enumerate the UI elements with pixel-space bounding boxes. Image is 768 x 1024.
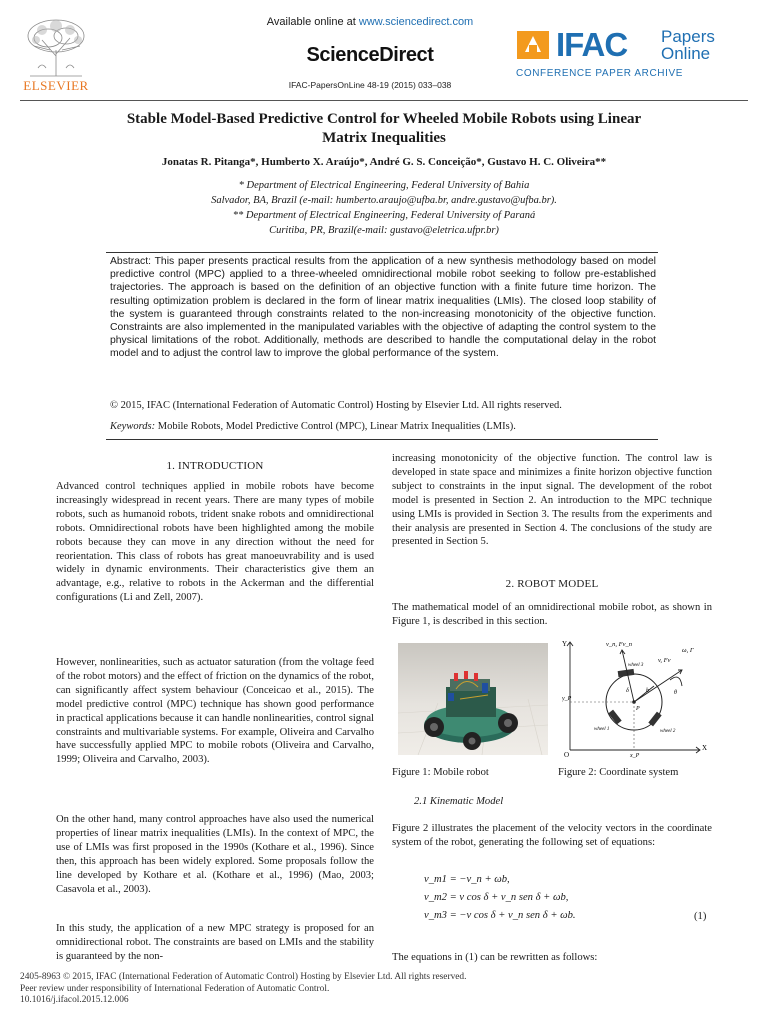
- ifac-logo[interactable]: [516, 26, 748, 82]
- equation-3: v_m3 = −v cos δ + v_n sen δ + ωb.: [424, 910, 576, 921]
- right-paragraph-4: The equations in (1) can be rewritten as follows:: [392, 952, 598, 963]
- footer-peer-review: Peer review under responsibility of International Federation of Automatic Control.: [20, 983, 330, 994]
- section-robot-model-title: 2. ROBOT MODEL: [505, 578, 599, 590]
- fig2-v-label: v, Fv: [658, 657, 671, 664]
- right-paragraph-2: The mathematical model of an omnidirectional mobile robot, as shown in Figure 1, is described in this section.: [392, 602, 712, 627]
- right-paragraph-3: Figure 2 illustrates the placement of the velocity vectors in the coordinate system of the robot, generating the following set of equations:: [392, 823, 712, 848]
- footer-copyright: 2405-8963 © 2015, IFAC (International Federation of Automatic Control) Hosting by Elsevier Ltd. All rights reserved.: [20, 972, 467, 982]
- keywords-label: Keywords:: [110, 421, 156, 432]
- figure-2-caption: Figure 2: Coordinate system: [558, 767, 679, 778]
- fig2-wheel1-label: wheel 1: [594, 727, 610, 732]
- abstract-text: Abstract: This paper presents practical results from the application of a new synthesis methodology based on model predictive control (MPC) applied to a three-wheeled omnidirectional mobile robot seeking to follow pre-established trajectories. The approach is based on the definition of an objective function with a finite future time horizon. The resulting optimization problem is declared in the form of linear matrix inequalities (LMIs). The closed loop stability of the system is guaranteed through constraints related to the non-increasing monotonicity of the objective function. Constraints are also implemented in the manipulated variables with the objective of adapting the control system to the physical limitations of the robot. Additionally, methods are described to handle the computational delay in the robot model and to adjust the control law to improve the global performance of the system.: [110, 256, 656, 360]
- sciencedirect-link[interactable]: www.sciencedirect.com: [358, 16, 474, 28]
- fig2-x-axis-label: X: [702, 744, 708, 752]
- fig2-omega-label: ω, Γ: [682, 647, 694, 654]
- fig2-wheel2-label: wheel 2: [660, 729, 676, 734]
- ifac-archive: CONFERENCE PAPER ARCHIVE: [516, 68, 684, 79]
- robot-photo-illustration: [398, 643, 548, 755]
- author-list: Jonatas R. Pitanga*, Humberto X. Araújo*, André G. S. Conceição*, Gustavo H. C. Oliveira**: [161, 156, 607, 168]
- figure-2-coordinate-diagram: [562, 636, 710, 758]
- affiliations: * Department of Electrical Engineering, Federal University of Bahia Salvador, BA, Brazil (e-mail: humberto.araujo@ufba.br, andre.gustavo@ufba.br). ** Department of Electrical Engineering, Federal University of Paraná Curitiba, PR, Brazil(e-mail: gustavo@eletrica.ufpr.br): [211, 180, 557, 236]
- equation-1: v_m1 = −v_n + ωb,: [424, 874, 510, 885]
- abstract-bottom-rule: [106, 439, 658, 440]
- header-divider: [20, 100, 748, 101]
- fig2-wheel3-label: wheel 3: [628, 663, 644, 668]
- figure-1-robot-photo: [398, 643, 548, 755]
- fig2-y-axis-label: Y: [562, 640, 568, 648]
- sciencedirect-logo[interactable]: ScienceDirect: [306, 44, 434, 66]
- figure-1-caption: Figure 1: Mobile robot: [392, 767, 489, 778]
- fig2-origin-label: O: [564, 751, 570, 758]
- ifac-wordmark: IFAC: [556, 26, 628, 63]
- fig2-xp-label: x_P: [630, 753, 640, 758]
- footer-notice: [20, 972, 720, 1007]
- copyright-notice: © 2015, IFAC (International Federation of Automatic Control) Hosting by Elsevier Ltd. All rights reserved.: [110, 400, 562, 411]
- ifac-online: Online: [661, 44, 711, 63]
- coordinate-system-illustration: [562, 636, 710, 758]
- keywords-value: Mobile Robots, Model Predictive Control (MPC), Linear Matrix Inequalities (LMIs).: [157, 421, 516, 432]
- abstract-top-rule: [106, 252, 658, 253]
- fig2-theta-label: θ: [674, 690, 677, 696]
- ifac-emblem-icon: [516, 30, 550, 60]
- paper-title: Stable Model-Based Predictive Control for Wheeled Mobile Robots using Linear Matrix Inequalities: [126, 111, 642, 146]
- keywords: [110, 421, 656, 432]
- fig2-b-label: b: [646, 688, 649, 694]
- available-online: Available online at www.sciencedirect.com: [266, 16, 474, 28]
- subsection-kinematic-model-title: 2.1 Kinematic Model: [414, 796, 504, 807]
- elsevier-logo: [20, 16, 92, 94]
- intro-paragraph-4: In this study, the application of a new MPC strategy is proposed for an omnidirectional robot. The constraints are based on LMIs and the stability is guaranteed by the non-: [56, 923, 374, 962]
- section-introduction-title: 1. INTRODUCTION: [166, 460, 264, 472]
- intro-paragraph-2: However, nonlinearities, such as actuator saturation (from the voltage feed of the robot motors) and the effect of friction on the dynamics of the robot, can significantly affect system behaviour (Conceicao et al., 2015). The model predictive control (MPC) technique has shown good performance in practical applications because it can handle nonlinearities, control signal constraints and multivariable systems. For example, Oliveira and Carvalho have successfully applied MPC to mobile robots (Oliveira and Carvalho, 1999; Oliveira and Carvalho, 2003).: [56, 657, 374, 766]
- fig2-vn-label: v_n, Fv_n: [606, 641, 632, 648]
- ifac-papers: Papers: [661, 27, 715, 46]
- intro-paragraph-3: On the other hand, many control approaches have also used the numerical properties of linear matrix inequalities (LMIs). In the context of MPC, the use of LMIs was first proposed in the 1990s (Kothare et al., 1996). Since then, this approach has been widely explored. Some proposals follow the line developed by Kothare et al. (Kothare et al., 1996) (Mao, 2003; Casavola et al., 2003).: [56, 814, 374, 895]
- fig2-delta-label: δ: [626, 688, 629, 694]
- intro-paragraph-1: Advanced control techniques applied in mobile robots have become increasingly widespread in recent years. There are many types of mobile robots, such as humanoid robots, trident snake robots and omnidirectional robots. Omnidirectional robots have been highlighted among the mobile robots because they can move in any direction without the need for reorientation. This class of robots has great manoeuvrability and is used widely in dynamic environments. Their characteristics give them an advantage, e.g., relative to robots in the Ackerman and the differential configurations (Li and Zell, 2007).: [56, 481, 374, 604]
- equation-2: v_m2 = v cos δ + v_n sen δ + ωb,: [424, 892, 569, 903]
- fig2-yp-label: y_P: [562, 696, 572, 702]
- journal-reference: IFAC-PapersOnLine 48-19 (2015) 033–038: [288, 80, 452, 90]
- equation-number: (1): [694, 911, 707, 922]
- elsevier-wordmark[interactable]: ELSEVIER: [23, 78, 89, 93]
- fig2-p-label: P: [636, 706, 640, 712]
- footer-doi[interactable]: 10.1016/j.ifacol.2015.12.006: [20, 995, 129, 1006]
- right-paragraph-1: increasing monotonicity of the objective function. The control law is developed in state space and minimizes a finite horizon objective function subject to constraints in the input signal. The development of the robot model is presented in Section 2. An introduction to the MPC technique using LMIs is provided in Section 3. The results from the experiments and their analysis are presented in Section 4. The conclusions of the study are presented in Section 5.: [392, 453, 712, 548]
